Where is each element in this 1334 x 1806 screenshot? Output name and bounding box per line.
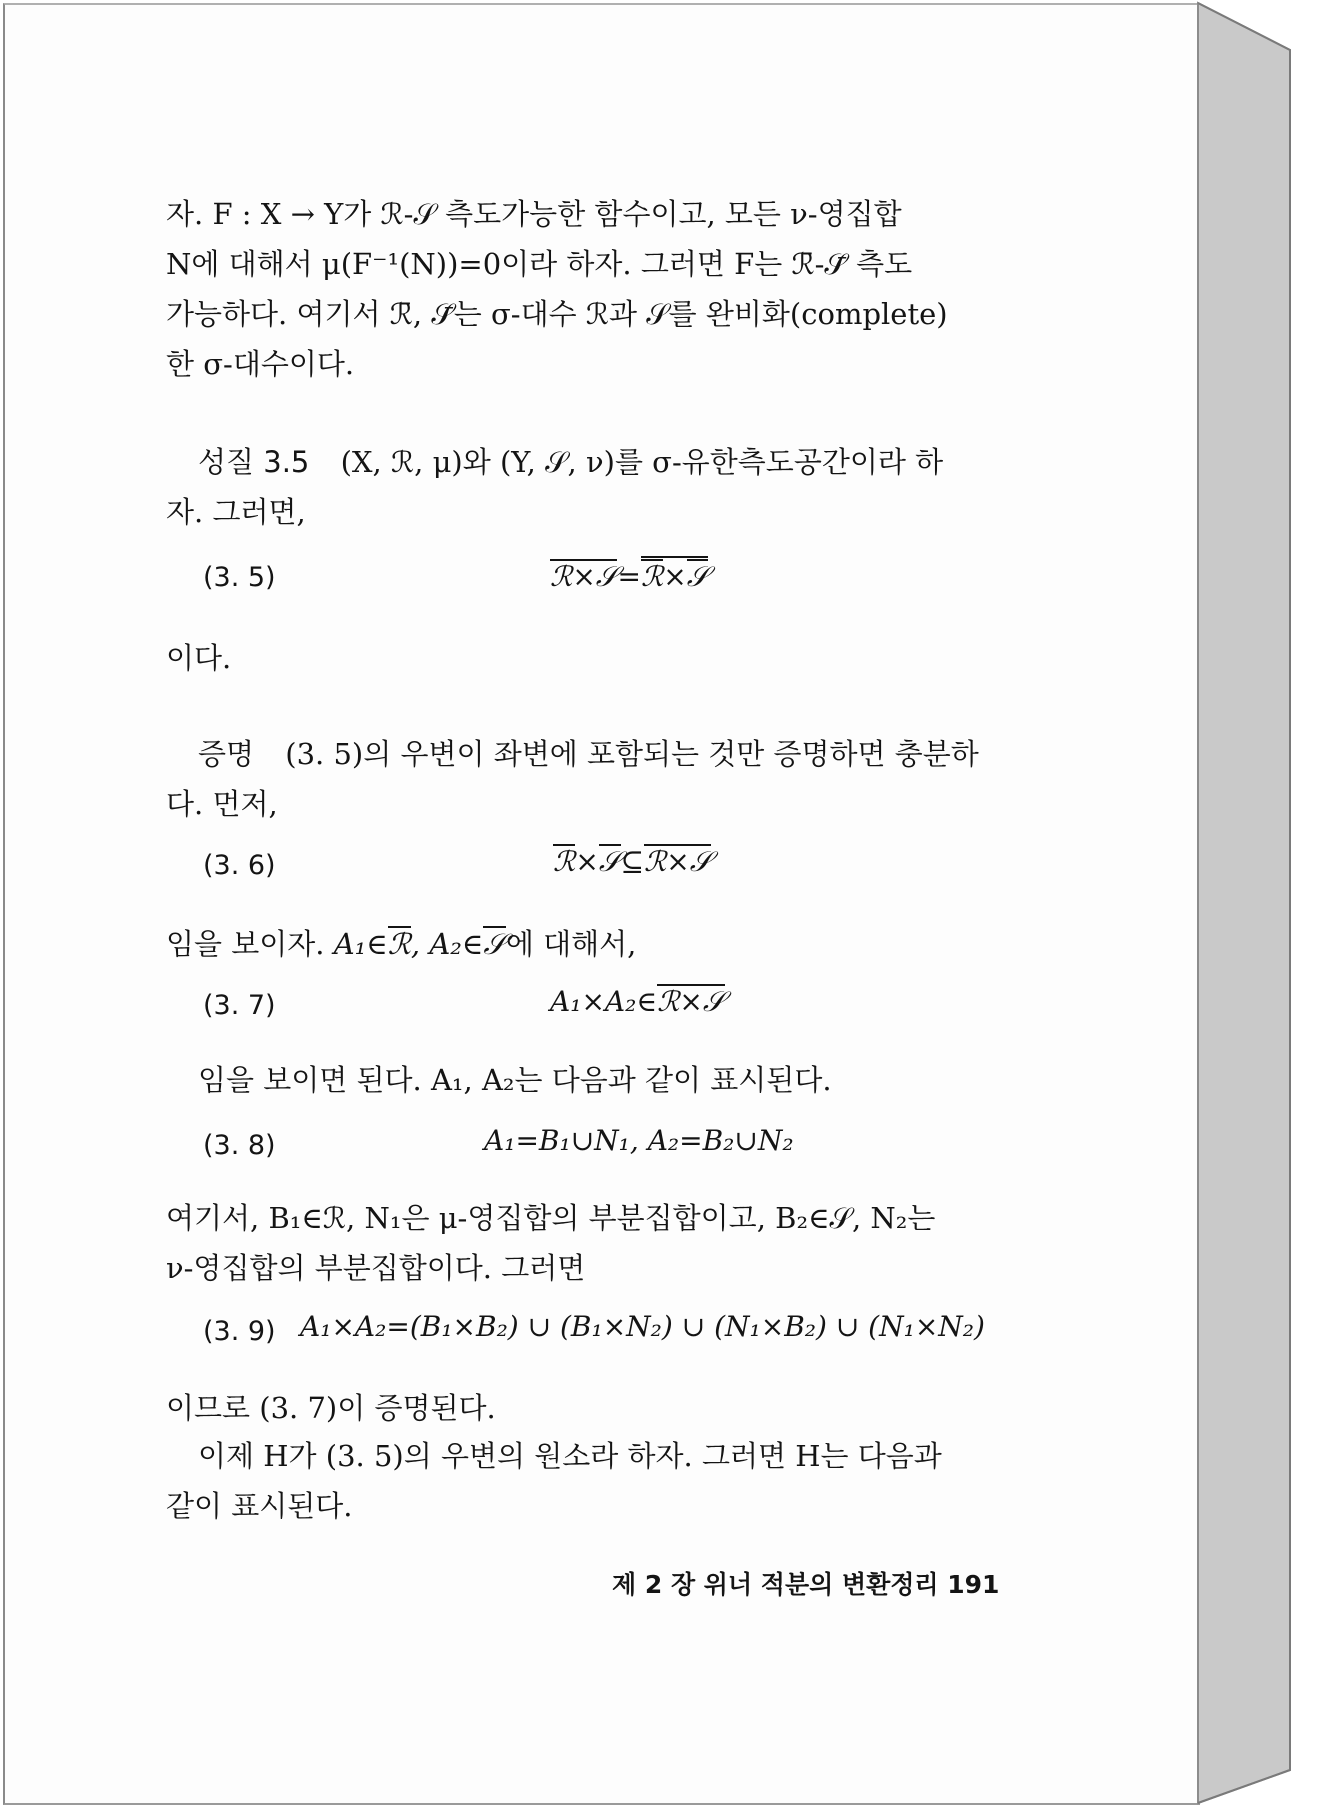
final-line-1: 이제 H가 (3. 5)의 우변의 원소라 하자. 그러면 H는 다음과 [198, 1439, 942, 1473]
eq36-rel: ⊆ [620, 845, 644, 878]
proof-line-2: 다. 먼저, [166, 787, 278, 821]
line-enough: 임을 보이면 된다. A₁, A₂는 다음과 같이 표시된다. [198, 1063, 832, 1097]
proposition-title: 성질 3.5 [198, 445, 310, 479]
final-line-2: 같이 표시된다. [166, 1489, 353, 1523]
proposition-heading [198, 440, 943, 481]
line-proved: 이므로 (3. 7)이 증명된다. [166, 1391, 496, 1425]
eq37-rhs: ℛ×𝒮 [657, 985, 725, 1018]
eq36-a: ℛ [553, 845, 576, 878]
equation-3-8: A₁=B₁∪N₁, A₂=B₂∪N₂ [484, 1124, 794, 1157]
line-show [166, 922, 636, 963]
show-prefix: 임을 보이자. [166, 927, 325, 961]
eq36-rhs: ℛ×𝒮 [643, 845, 712, 878]
text-ida: 이다. [166, 641, 232, 675]
where-line-2: ν-영집합의 부분집합이다. 그러면 [166, 1251, 586, 1285]
equation-label-3-8: (3. 8) [203, 1130, 276, 1161]
show-r: ℛ [387, 927, 411, 961]
where-line-1: 여기서, B₁∈ℛ, N₁은 μ-영집합의 부분집합이고, B₂∈𝒮, N₂는 [166, 1201, 936, 1235]
equation-label-3-5: (3. 5) [203, 562, 276, 593]
eq35-rel: = [617, 560, 641, 593]
page-footer: 제 2 장 위너 적분의 변환정리 191 [612, 1570, 1000, 1599]
eq36-b: 𝒮 [598, 845, 621, 878]
equation-3-6 [553, 844, 711, 878]
paragraph-1-line-1: 자. F : X → Y가 ℛ-𝒮 측도가능한 함수이고, 모든 ν-영집합 [166, 197, 902, 231]
eq35-times: × [663, 560, 687, 593]
show-s: 𝒮 [483, 927, 506, 961]
show-mid: , A₂∈ [410, 927, 484, 961]
show-suffix: 에 대해서, [505, 927, 637, 961]
eq35-r2: 𝒮 [686, 560, 709, 593]
equation-3-9: A₁×A₂=(B₁×B₂) ∪ (B₁×N₂) ∪ (N₁×B₂) ∪ (N₁×N₂) [300, 1310, 985, 1343]
eq35-r1: ℛ [640, 560, 664, 593]
proof-line-1: (3. 5)의 우변이 좌변에 포함되는 것만 증명하면 충분하 [285, 737, 979, 771]
equation-label-3-7: (3. 7) [203, 990, 276, 1021]
proposition-line-1: (X, ℛ, μ)와 (Y, 𝒮, ν)를 σ-유한측도공간이라 하 [340, 445, 944, 479]
equation-3-7 [550, 984, 725, 1018]
paragraph-1-line-4: 한 σ-대수이다. [166, 347, 355, 381]
paragraph-1-line-3: 가능하다. 여기서 ℛ̄, 𝒮̄는 σ-대수 ℛ과 𝒮를 완비화(complete) [166, 297, 948, 331]
eq35-lhs: ℛ×𝒮 [550, 560, 618, 593]
eq36-times: × [575, 845, 599, 878]
equation-3-5 [550, 556, 708, 593]
proof-heading [198, 732, 979, 773]
equation-label-3-9: (3. 9) [203, 1316, 276, 1347]
equation-label-3-6: (3. 6) [203, 850, 276, 881]
eq37-lhs: A₁×A₂∈ [550, 985, 658, 1018]
proof-title: 증명 [198, 737, 255, 771]
show-a1: A₁∈ [333, 927, 388, 961]
paragraph-1-line-2: N에 대해서 μ(F⁻¹(N))=0이라 하자. 그러면 F는 ℛ̄-𝒮̄ 측도 [166, 247, 913, 281]
proposition-line-2: 자. 그러면, [166, 495, 306, 529]
